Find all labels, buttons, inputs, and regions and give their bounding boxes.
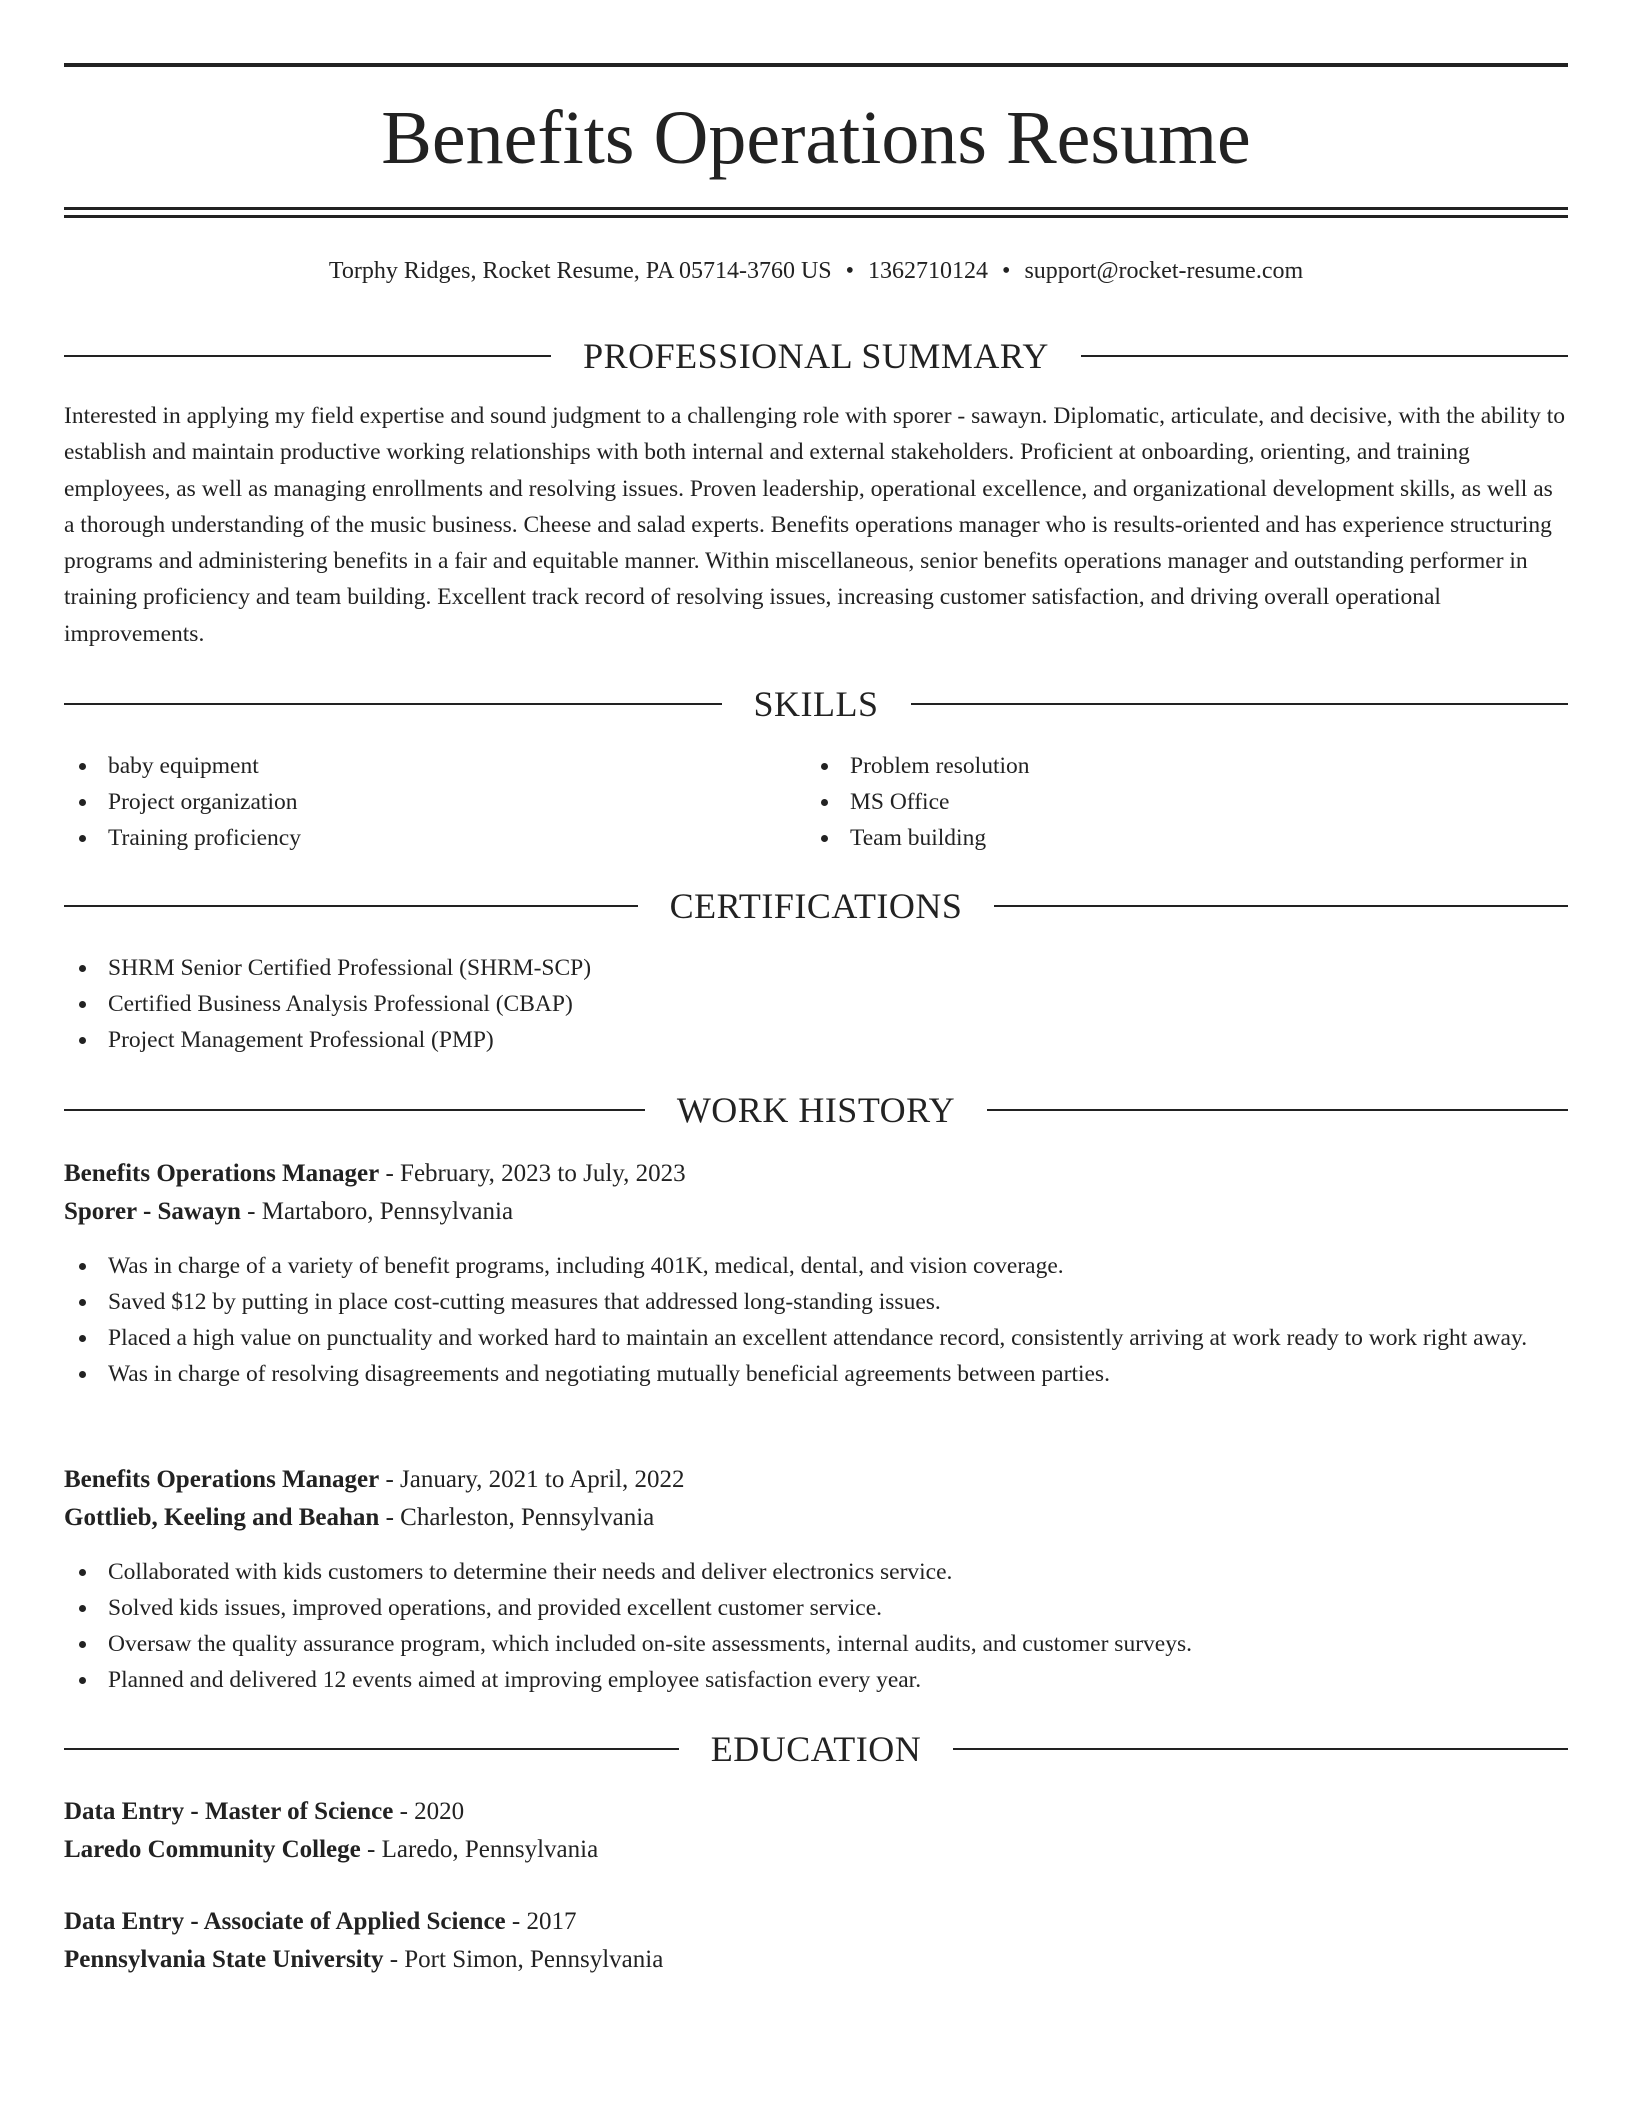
- job-location: - Martaboro, Pennsylvania: [240, 1198, 514, 1225]
- certification-item: SHRM Senior Certified Professional (SHRM-SCP): [64, 950, 1568, 986]
- education-school: Pennsylvania State University: [64, 1946, 384, 1973]
- section-title: EDUCATION: [710, 1729, 922, 1769]
- section-header-education: [64, 1727, 1568, 1771]
- job-title-line: [64, 1156, 1568, 1192]
- skill-item: Problem resolution: [806, 748, 1506, 784]
- page-title: Benefits Operations Resume: [381, 96, 1251, 180]
- section-rule: [987, 1109, 1568, 1111]
- job-company-line: [64, 1194, 1568, 1230]
- contact-line: [64, 254, 1568, 288]
- job-bullets: [64, 1248, 1568, 1392]
- certification-item: Certified Business Analysis Professional (CBAP): [64, 986, 1568, 1022]
- section-rule: [64, 905, 638, 907]
- job-title: Benefits Operations Manager: [64, 1466, 380, 1493]
- education-degree: Data Entry - Associate of Applied Science: [64, 1908, 506, 1935]
- section-rule: [64, 355, 551, 357]
- education-year: - 2017: [505, 1908, 577, 1935]
- skill-item: baby equipment: [64, 748, 764, 784]
- title-rule-lower: [64, 215, 1568, 218]
- contact-separator: •: [1002, 258, 1011, 284]
- job-bullet: Planned and delivered 12 events aimed at improving employee satisfaction every year.: [64, 1662, 1568, 1698]
- education-location: - Port Simon, Pennsylvania: [383, 1946, 664, 1973]
- section-rule: [994, 905, 1568, 907]
- skill-item: MS Office: [806, 784, 1506, 820]
- section-header-skills: [64, 682, 1568, 726]
- section-title: WORK HISTORY: [676, 1090, 956, 1130]
- section-title: PROFESSIONAL SUMMARY: [583, 336, 1049, 376]
- section-rule: [911, 703, 1569, 705]
- section-rule: [64, 1109, 645, 1111]
- section-rule: [953, 1748, 1568, 1750]
- skills-list-right: [806, 748, 1506, 856]
- education-year: - 2020: [393, 1798, 465, 1825]
- job-bullet: Saved $12 by putting in place cost-cutting measures that addressed long-standing issues.: [64, 1284, 1568, 1320]
- contact-separator: •: [845, 258, 855, 284]
- skills-list-left: [64, 748, 764, 856]
- education-degree-line: [64, 1904, 1568, 1940]
- contact-email: support@rocket-resume.com: [1024, 258, 1304, 284]
- job-dates: - January, 2021 to April, 2022: [379, 1466, 685, 1493]
- job-bullet: Oversaw the quality assurance program, which included on-site assessments, internal audits, and customer surveys.: [64, 1626, 1568, 1662]
- section-header-summary: [64, 334, 1568, 378]
- education-degree-line: [64, 1794, 1568, 1830]
- education-degree: Data Entry - Master of Science: [64, 1798, 394, 1825]
- section-header-work-history: [64, 1088, 1568, 1132]
- job-title-line: [64, 1462, 1568, 1498]
- section-rule: [64, 703, 722, 705]
- job-bullet: Was in charge of resolving disagreements and negotiating mutually beneficial agreements between parties.: [64, 1356, 1568, 1392]
- certification-item: Project Management Professional (PMP): [64, 1022, 1568, 1058]
- education-school-line: [64, 1942, 1568, 1978]
- contact-address: Torphy Ridges, Rocket Resume, PA 05714-3760 US: [328, 258, 832, 284]
- education-school: Laredo Community College: [64, 1836, 361, 1863]
- skill-item: Team building: [806, 820, 1506, 856]
- job-title: Benefits Operations Manager: [64, 1160, 380, 1187]
- summary-text: Interested in applying my field expertise and sound judgment to a challenging role with sporer - sawayn. Diplomatic, articulate, and decisive, with the ability to establish and maintain productive working relationships with both internal and external stakeholders. Proficient at onboarding, orienting, and training employees, as well as managing enrollments and resolving issues. Proven leadership, operational excellence, and organizational development skills, as well as a thorough understanding of the music business. Cheese and salad experts. Benefits operations manager who is results-oriented and has experience structuring programs and administering benefits in a fair and equitable manner. Within miscellaneous, senior benefits operations manager and outstanding performer in training proficiency and team building. Excellent track record of resolving issues, increasing customer satisfaction, and driving overall operational improvements.: [64, 403, 1565, 647]
- contact-phone: 1362710124: [868, 258, 989, 284]
- job-bullet: Was in charge of a variety of benefit programs, including 401K, medical, dental, and vision coverage.: [64, 1248, 1568, 1284]
- skill-item: Project organization: [64, 784, 764, 820]
- title-rule-upper: [64, 207, 1568, 210]
- skill-item: Training proficiency: [64, 820, 764, 856]
- job-bullet: Solved kids issues, improved operations, and provided excellent customer service.: [64, 1590, 1568, 1626]
- section-title: CERTIFICATIONS: [669, 886, 963, 926]
- job-company-line: [64, 1500, 1568, 1536]
- job-company: Gottlieb, Keeling and Beahan: [64, 1504, 380, 1531]
- job-bullet: Placed a high value on punctuality and worked hard to maintain an excellent attendance record, consistently arriving at work ready to work right away.: [64, 1320, 1568, 1356]
- education-location: - Laredo, Pennsylvania: [360, 1836, 599, 1863]
- section-rule: [1081, 355, 1568, 357]
- certifications-list: [64, 950, 1568, 1058]
- section-rule: [64, 1748, 679, 1750]
- top-rule: [64, 63, 1568, 67]
- job-dates: - February, 2023 to July, 2023: [379, 1160, 686, 1187]
- job-location: - Charleston, Pennsylvania: [379, 1504, 655, 1531]
- job-bullet: Collaborated with kids customers to determine their needs and deliver electronics service.: [64, 1554, 1568, 1590]
- job-bullets: [64, 1554, 1568, 1698]
- education-school-line: [64, 1832, 1568, 1868]
- section-title: SKILLS: [753, 684, 879, 724]
- job-company: Sporer - Sawayn: [64, 1198, 241, 1225]
- section-header-certifications: [64, 884, 1568, 928]
